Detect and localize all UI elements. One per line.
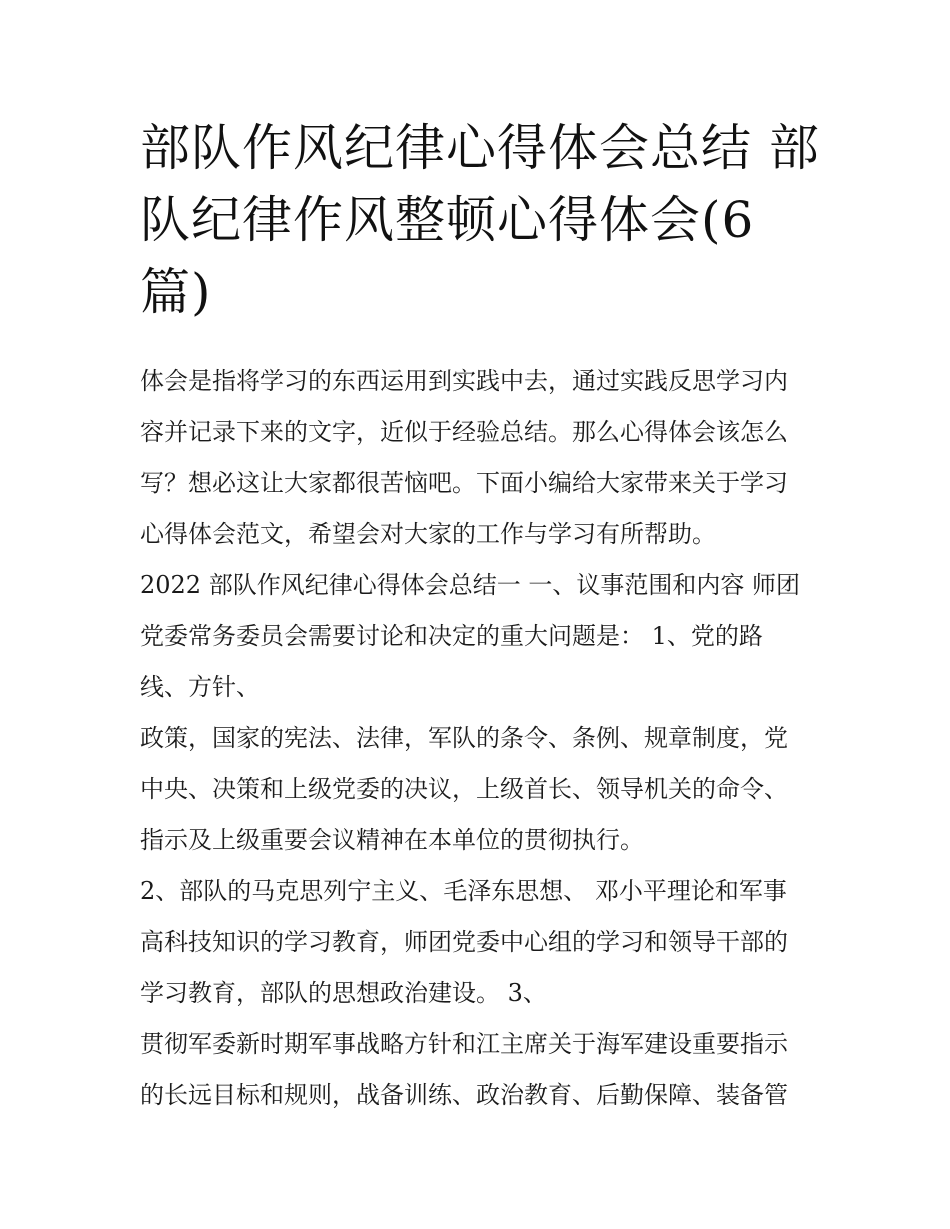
body-line: 中央、决策和上级党委的决议，上级首长、领导机关的命令、 [140, 775, 788, 803]
body-line: 政策，国家的宪法、法律，军队的条令、条例、规章制度，党 [140, 724, 788, 752]
body-line: 高科技知识的学习教育，师团党委中心组的学习和领导干部的 [140, 928, 788, 956]
body-line: 容并记录下来的文字，近似于经验总结。那么心得体会该怎么 [140, 418, 788, 446]
body-line: 2022 部队作风纪律心得体会总结一 一、议事范围和内容 师团 [140, 571, 800, 599]
body-line: 党委常务委员会需要讨论和决定的重大问题是： 1、党的路 [140, 622, 763, 650]
title-line: 队纪律作风整顿心得体会(6 [140, 191, 755, 249]
body-line: 心得体会范文，希望会对大家的工作与学习有所帮助。 [140, 520, 716, 548]
document-body [140, 356, 820, 1121]
title-line: 部队作风纪律心得体会总结 部 [140, 119, 820, 177]
body-line: 线、方针、 [140, 673, 260, 701]
document-title [140, 112, 820, 328]
body-line: 体会是指将学习的东西运用到实践中去，通过实践反思学习内 [140, 367, 788, 395]
body-line: 贯彻军委新时期军事战略方针和江主席关于海军建设重要指示 [140, 1030, 788, 1058]
body-line: 的长远目标和规则，战备训练、政治教育、后勤保障、装备管 [140, 1081, 788, 1109]
body-line: 学习教育，部队的思想政治建设。 3、 [140, 979, 547, 1007]
body-line: 指示及上级重要会议精神在本单位的贯彻执行。 [140, 826, 644, 854]
body-line: 写？想必这让大家都很苦恼吧。下面小编给大家带来关于学习 [140, 469, 788, 497]
title-line: 篇) [140, 263, 212, 321]
body-line: 2、部队的马克思列宁主义、毛泽东思想、 邓小平理论和军事 [140, 877, 787, 905]
